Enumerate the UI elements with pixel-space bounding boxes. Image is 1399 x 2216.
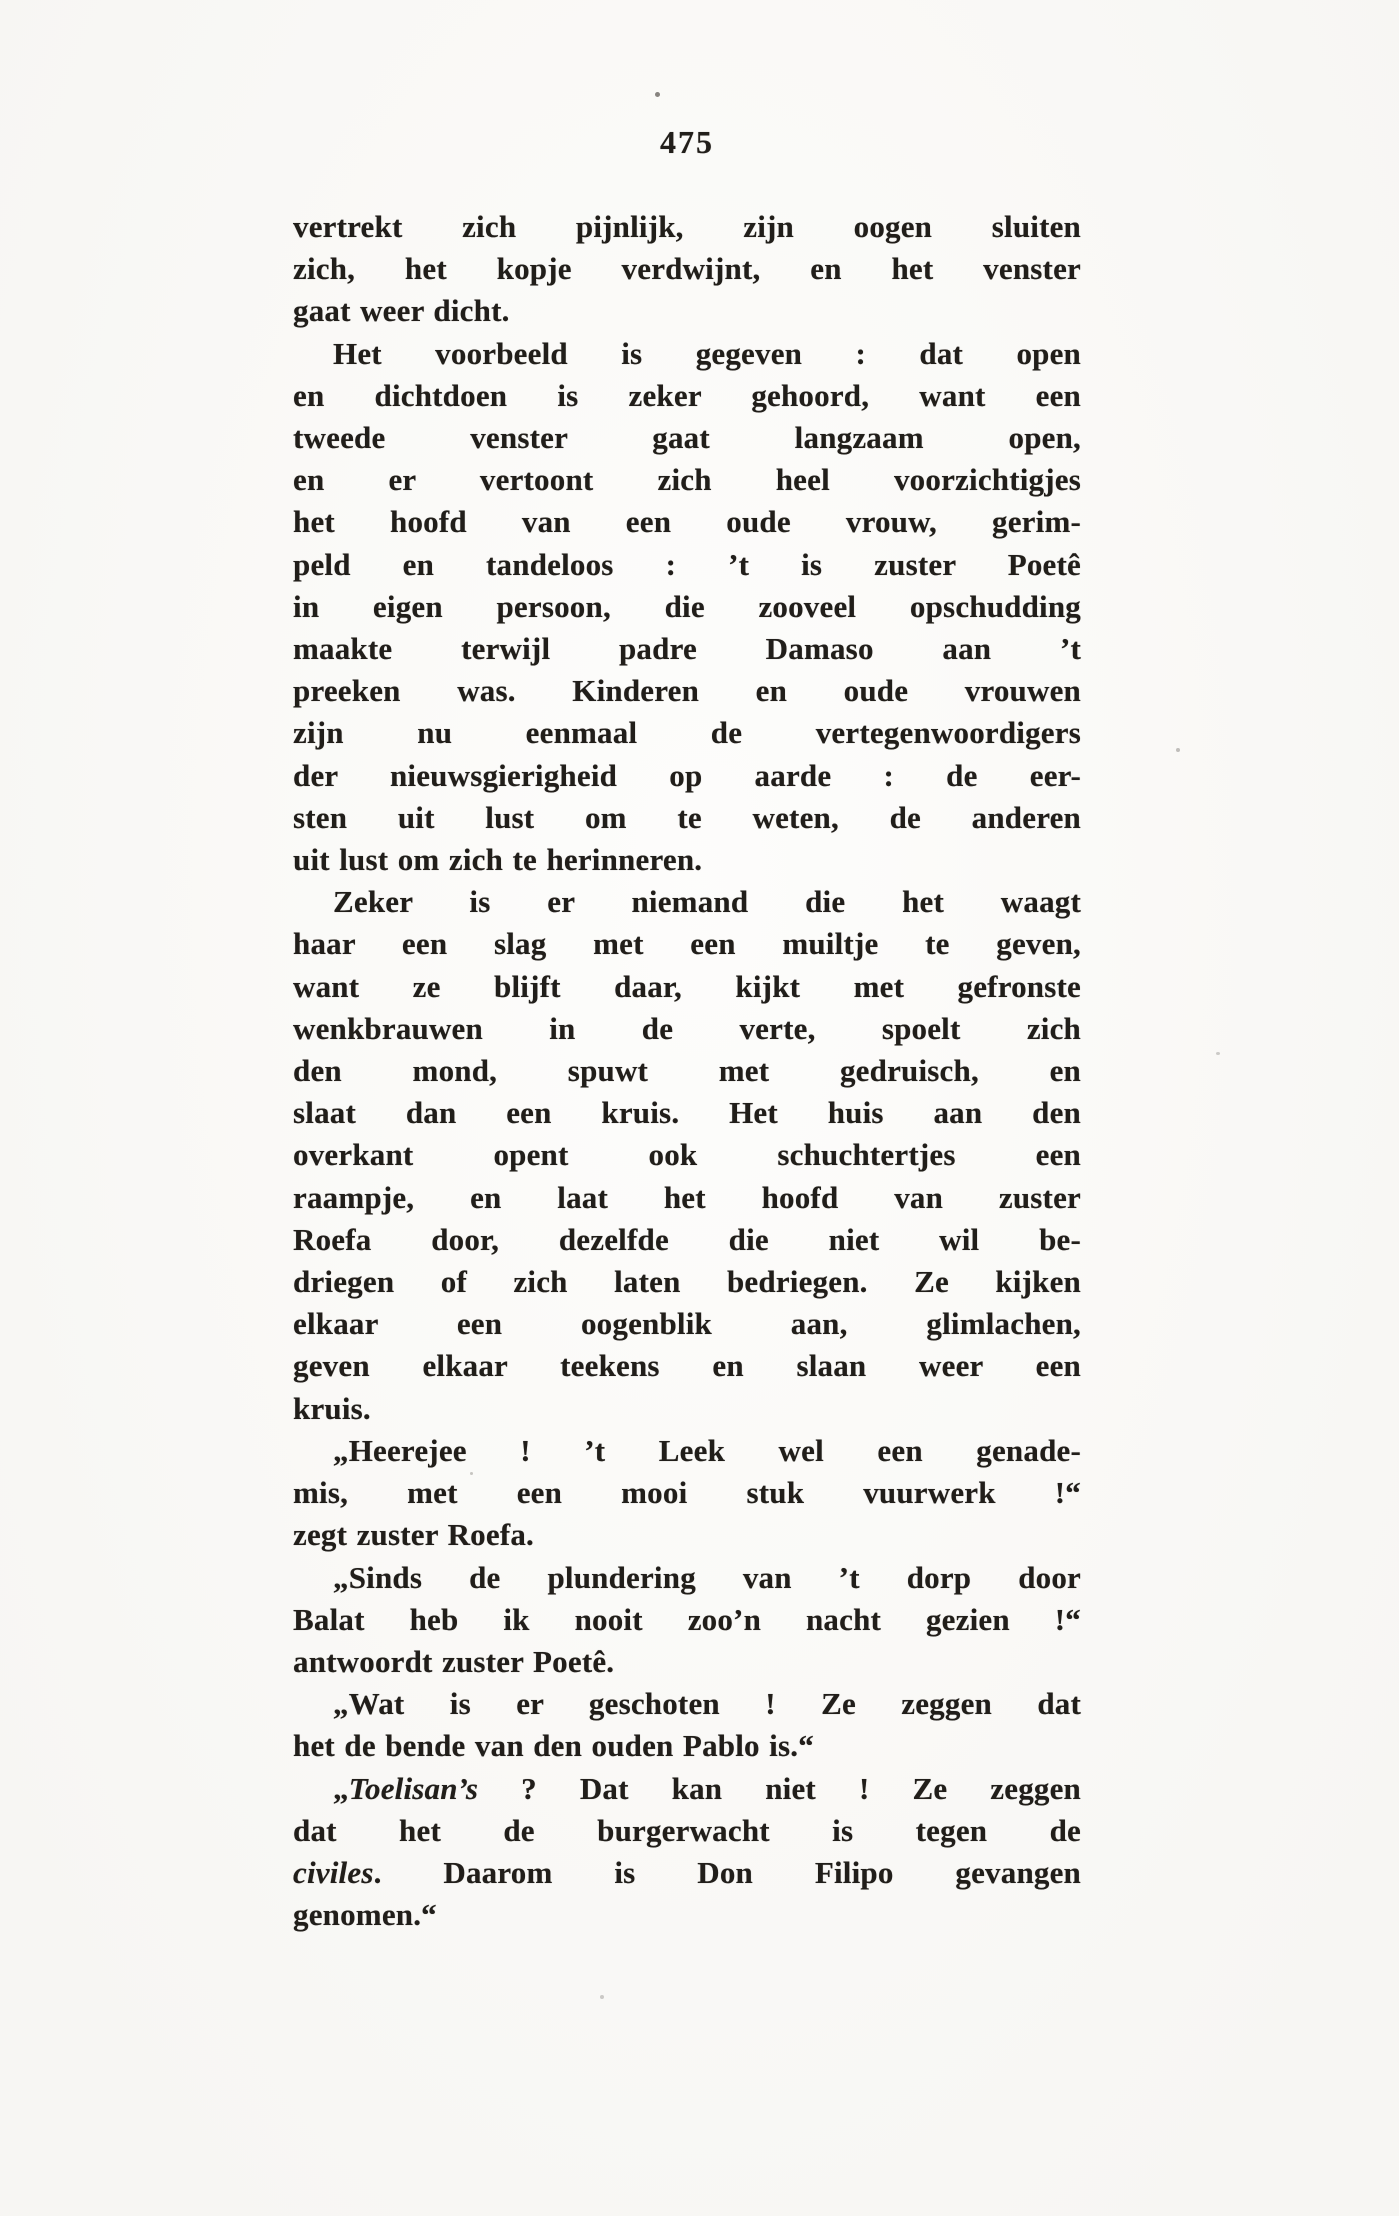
page-number: 475	[660, 124, 714, 160]
text-line	[293, 923, 1081, 965]
text-segment: den mond, spuwt met gedruisch, en	[293, 1053, 1081, 1089]
text-line	[293, 586, 1081, 628]
text-segment: antwoordt zuster Poetê.	[293, 1643, 615, 1679]
text-segment: wenkbrauwen in de verte, spoelt zich	[293, 1010, 1081, 1046]
text-segment: uit lust om zich te herinneren.	[293, 842, 703, 878]
text-segment: elkaar een oogenblik aan, glimlachen,	[293, 1306, 1081, 1342]
text-segment: „Sinds de plundering van ’t dorp door	[333, 1559, 1081, 1595]
text-line	[293, 1641, 1081, 1683]
text-line	[293, 1894, 1081, 1936]
text-line	[293, 1008, 1081, 1050]
text-segment: „	[333, 1770, 349, 1806]
text-segment: in eigen persoon, die zooveel opschudding	[293, 588, 1081, 624]
text-line	[293, 1768, 1081, 1810]
text-line	[293, 544, 1081, 586]
text-segment: slaat dan een kruis. Het huis aan den	[293, 1095, 1081, 1131]
text-line	[293, 1177, 1081, 1219]
text-line	[293, 417, 1081, 459]
page-text	[293, 206, 1081, 1936]
text-segment: overkant opent ook schuchtertjes een	[293, 1137, 1081, 1173]
text-segment: Het voorbeeld is gegeven : dat open	[333, 335, 1081, 371]
paragraph	[293, 1430, 1081, 1557]
text-segment: mis, met een mooi stuk vuurwerk !“	[293, 1475, 1081, 1511]
text-line	[293, 1472, 1081, 1514]
text-line	[293, 1514, 1081, 1556]
text-line	[293, 1852, 1081, 1894]
text-segment: zijn nu eenmaal de vertegenwoordigers	[293, 715, 1081, 751]
text-line	[293, 797, 1081, 839]
paragraph	[293, 333, 1081, 882]
text-segment: het de bende van den ouden Pablo is.“	[293, 1728, 814, 1764]
text-line	[293, 501, 1081, 543]
text-line	[293, 712, 1081, 754]
scan-speck	[1216, 1052, 1220, 1055]
text-segment: haar een slag met een muiltje te geven,	[293, 926, 1081, 962]
text-segment: Balat heb ik nooit zoo’n nacht gezien !“	[293, 1601, 1081, 1637]
text-line	[293, 755, 1081, 797]
text-line	[293, 1388, 1081, 1430]
text-segment: geven elkaar teekens en slaan weer een	[293, 1348, 1081, 1384]
scan-speck	[600, 1995, 604, 1999]
text-line	[293, 1725, 1081, 1767]
text-line	[293, 1599, 1081, 1641]
text-segment: driegen of zich laten bedriegen. Ze kijken	[293, 1264, 1081, 1300]
text-line	[293, 1261, 1081, 1303]
text-segment: ? Dat kan niet ! Ze zeggen	[478, 1770, 1081, 1806]
scan-speck	[470, 1472, 473, 1475]
text-segment: en er vertoont zich heel voorzichtigjes	[293, 462, 1081, 498]
text-line	[293, 1557, 1081, 1599]
text-segment: en dichtdoen is zeker gehoord, want een	[293, 377, 1081, 413]
text-segment: raampje, en laat het hoofd van zuster	[293, 1179, 1081, 1215]
text-segment: Toelisan’s	[348, 1770, 479, 1806]
paragraph	[293, 206, 1081, 333]
text-segment: gaat weer dicht.	[293, 293, 510, 329]
text-line	[293, 248, 1081, 290]
text-line	[293, 1810, 1081, 1852]
text-segment: peld en tandeloos : ’t is zuster Poetê	[293, 546, 1081, 582]
text-line	[293, 290, 1081, 332]
text-line	[293, 1430, 1081, 1472]
text-line	[293, 1683, 1081, 1725]
text-line	[293, 670, 1081, 712]
text-segment: tweede venster gaat langzaam open,	[293, 420, 1081, 456]
text-line	[293, 1219, 1081, 1261]
text-segment: kruis.	[293, 1390, 371, 1426]
text-line	[293, 1345, 1081, 1387]
text-segment: vertrekt zich pijnlijk, zijn oogen sluiten	[293, 209, 1081, 244]
text-line	[293, 1050, 1081, 1092]
scan-speck	[655, 92, 660, 97]
text-line	[293, 375, 1081, 417]
text-line	[293, 881, 1081, 923]
text-segment: Zeker is er niemand die het waagt	[333, 884, 1081, 920]
text-segment: zich, het kopje verdwijnt, en het venster	[293, 251, 1081, 287]
scan-speck	[1176, 748, 1180, 752]
text-segment: sten uit lust om te weten, de anderen	[293, 799, 1081, 835]
text-line	[293, 333, 1081, 375]
paragraph	[293, 881, 1081, 1430]
text-segment: Roefa door, dezelfde die niet wil be-	[293, 1221, 1081, 1257]
paragraph	[293, 1768, 1081, 1937]
text-segment: civiles	[293, 1854, 374, 1890]
text-segment: preeken was. Kinderen en oude vrouwen	[293, 673, 1081, 709]
text-line	[293, 459, 1081, 501]
paragraph	[293, 1557, 1081, 1684]
text-line	[293, 1303, 1081, 1345]
text-line	[293, 839, 1081, 881]
text-line	[293, 206, 1081, 248]
text-line	[293, 1134, 1081, 1176]
text-segment: „Wat is er geschoten ! Ze zeggen dat	[333, 1686, 1081, 1722]
text-segment: dat het de burgerwacht is tegen de	[293, 1812, 1081, 1848]
text-segment: „Heerejee ! ’t Leek wel een genade-	[333, 1432, 1081, 1468]
text-segment: het hoofd van een oude vrouw, gerim-	[293, 504, 1081, 540]
text-segment: maakte terwijl padre Damaso aan ’t	[293, 631, 1081, 667]
text-segment: der nieuwsgierigheid op aarde : de eer-	[293, 757, 1081, 793]
text-segment: genomen.“	[293, 1897, 437, 1933]
text-line	[293, 1092, 1081, 1134]
text-segment: . Daarom is Don Filipo gevangen	[373, 1854, 1081, 1890]
text-segment: want ze blijft daar, kijkt met gefronste	[293, 968, 1081, 1004]
paragraph	[293, 1683, 1081, 1767]
text-segment: zegt zuster Roefa.	[293, 1517, 535, 1553]
text-line	[293, 628, 1081, 670]
text-line	[293, 966, 1081, 1008]
